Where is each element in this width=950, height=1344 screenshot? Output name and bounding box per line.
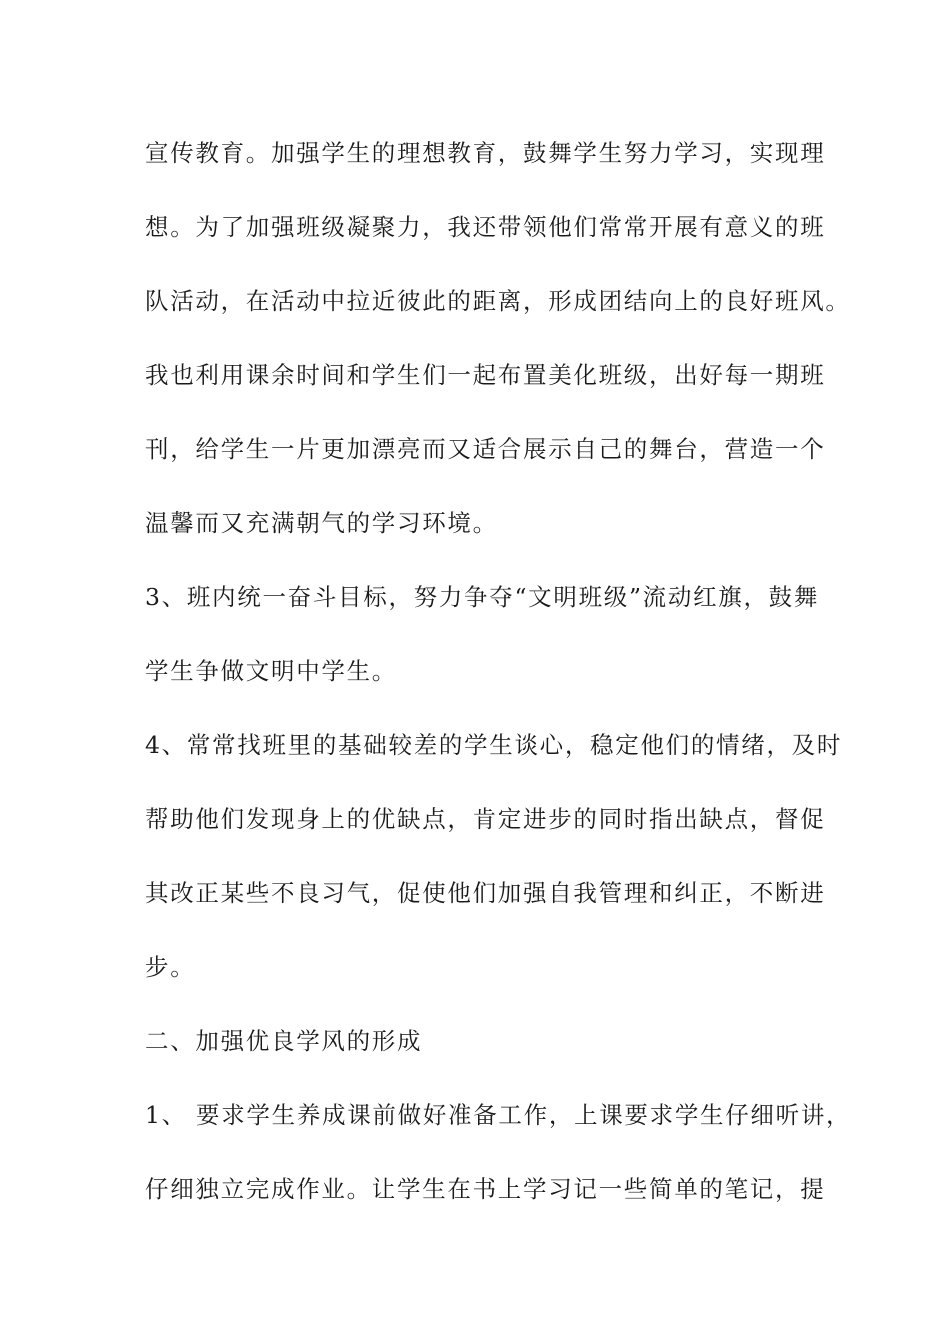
text-line: 帮助他们发现身上的优缺点，肯定进步的同时指出缺点，督促 — [145, 805, 826, 833]
text-line: 队活动，在活动中拉近彼此的距离，形成团结向上的良好班风。 — [145, 287, 851, 315]
section-heading: 二、加强优良学风的形成 — [145, 1027, 423, 1055]
text-line: 仔细独立完成作业。让学生在书上学习记一些简单的笔记，提 — [145, 1175, 826, 1203]
list-item-4: 4、常常找班里的基础较差的学生谈心，稳定他们的情绪，及时 — [145, 731, 843, 759]
text-line: 步。 — [145, 953, 196, 981]
text-line: 想。为了加强班级凝聚力，我还带领他们常常开展有意义的班 — [145, 213, 826, 241]
text-line: 刊，给学生一片更加漂亮而又适合展示自己的舞台，营造一个 — [145, 435, 826, 463]
list-item-3: 3、班内统一奋斗目标，努力争夺“文明班级”流动红旗，鼓舞 — [145, 583, 820, 611]
text-line: 温馨而又充满朝气的学习环境。 — [145, 509, 498, 537]
list-item-1: 1、 要求学生养成课前做好准备工作，上课要求学生仔细听讲， — [145, 1101, 852, 1129]
text-line: 宣传教育。加强学生的理想教育，鼓舞学生努力学习，实现理 — [145, 139, 826, 167]
text-line: 学生争做文明中学生。 — [145, 657, 397, 685]
text-line: 其改正某些不良习气，促使他们加强自我管理和纠正，不断进 — [145, 879, 826, 907]
text-line: 我也利用课余时间和学生们一起布置美化班级，出好每一期班 — [145, 361, 826, 389]
